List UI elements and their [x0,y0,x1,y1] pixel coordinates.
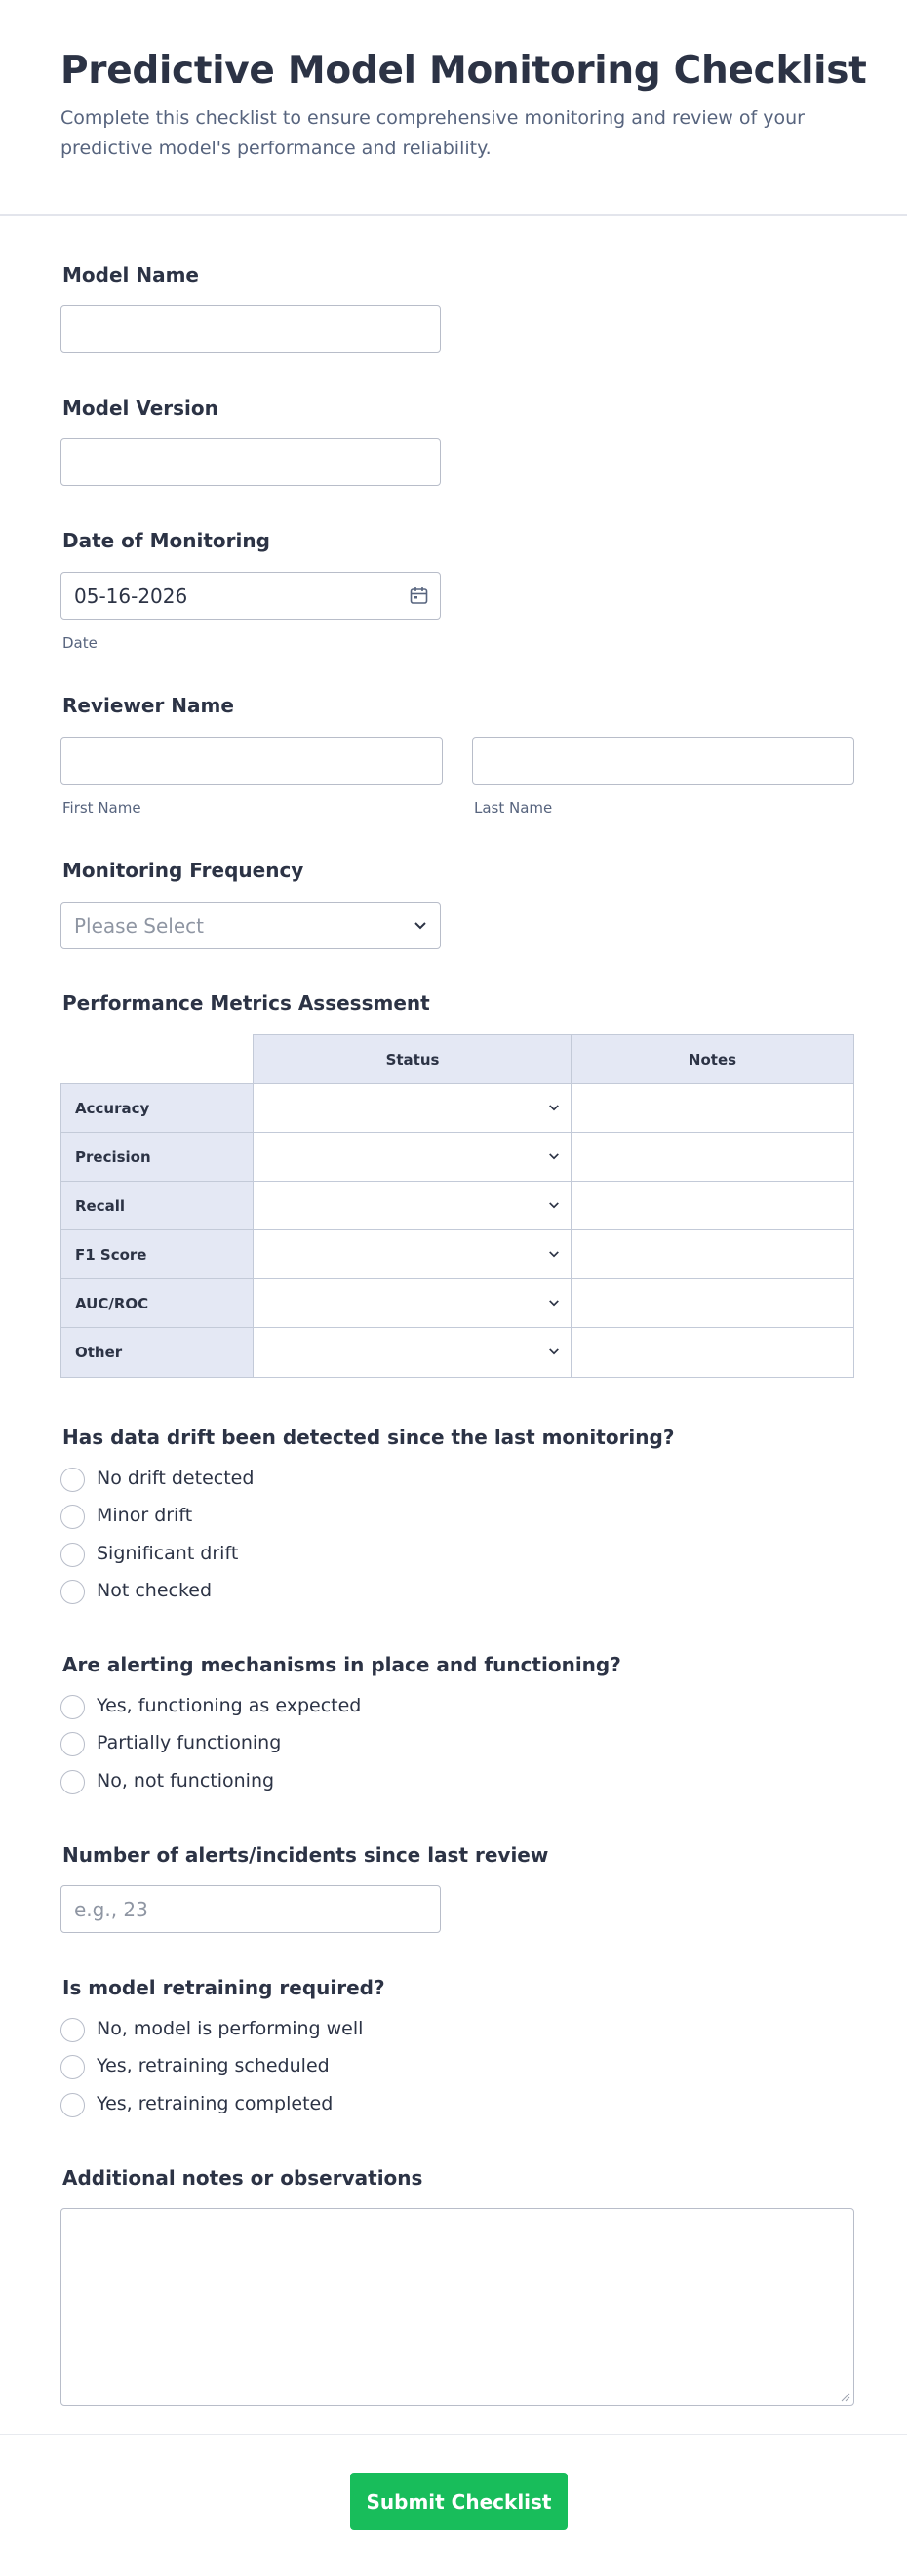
calendar-icon[interactable] [410,586,428,605]
retraining-option-label: No, model is performing well [97,2018,364,2039]
alerting-radio-yes[interactable] [60,1695,85,1719]
status-select-recall[interactable] [253,1181,572,1231]
drift-label: Has data drift been detected since the last monitoring? [62,1426,675,1449]
last-name-sublabel: Last Name [474,799,553,817]
frequency-label: Monitoring Frequency [62,859,304,882]
metrics-label: Performance Metrics Assessment [62,991,430,1015]
resize-grip-icon[interactable] [839,2391,850,2402]
alerting-radio-no[interactable] [60,1770,85,1794]
drift-radio-not-checked[interactable] [60,1580,85,1604]
matrix-header-status: Status [253,1034,572,1085]
model-version-input[interactable] [60,438,441,486]
last-name-input[interactable] [472,737,854,785]
model-name-input[interactable] [60,305,441,353]
date-input[interactable] [60,572,441,620]
chevron-down-icon [548,1104,560,1112]
date-sublabel: Date [62,634,98,652]
reviewer-label: Reviewer Name [62,694,234,717]
retraining-label: Is model retraining required? [62,1976,385,1999]
chevron-down-icon [548,1299,560,1308]
matrix-row-label: AUC/ROC [60,1278,255,1329]
drift-radio-none[interactable] [60,1468,85,1492]
drift-radio-significant[interactable] [60,1543,85,1567]
model-version-label: Model Version [62,396,218,420]
status-select-other[interactable] [253,1327,572,1378]
model-name-label: Model Name [62,263,199,287]
retraining-option-label: Yes, retraining scheduled [97,2055,330,2076]
chevron-down-icon [548,1201,560,1210]
retraining-radio-scheduled[interactable] [60,2055,85,2079]
drift-option-label: Significant drift [97,1543,239,1564]
matrix-row-label: Other [60,1327,255,1378]
chevron-down-icon [548,1250,560,1259]
status-select-auc[interactable] [253,1278,572,1329]
drift-radio-minor[interactable] [60,1505,85,1529]
matrix-header-notes: Notes [571,1034,854,1085]
drift-option-label: Minor drift [97,1505,193,1526]
form-title: Predictive Model Monitoring Checklist [60,49,867,93]
footer-divider [0,2434,907,2435]
matrix-row-label: Recall [60,1181,255,1231]
alerting-option-label: Yes, functioning as expected [97,1695,362,1716]
matrix-row-label: F1 Score [60,1229,255,1280]
alerting-radio-partial[interactable] [60,1732,85,1756]
notes-input-f1[interactable] [571,1229,854,1280]
alerting-option-label: Partially functioning [97,1732,282,1753]
form-subtitle: Complete this checklist to ensure comprehensive monitoring and review of your predictive model's performance and reliability. [60,107,805,159]
retraining-option-label: Yes, retraining completed [97,2093,334,2114]
drift-option-label: No drift detected [97,1468,255,1489]
date-label: Date of Monitoring [62,529,270,552]
form-header [0,0,907,216]
notes-input-precision[interactable] [571,1132,854,1183]
retraining-radio-completed[interactable] [60,2093,85,2117]
alerting-label: Are alerting mechanisms in place and functioning? [62,1653,621,1676]
chevron-down-icon [548,1348,560,1356]
alerts-count-placeholder: e.g., 23 [74,1898,148,1921]
chevron-down-icon [414,921,427,931]
status-select-f1[interactable] [253,1229,572,1280]
matrix-row-label: Accuracy [60,1083,255,1134]
retraining-radio-no[interactable] [60,2018,85,2042]
matrix-row-label: Precision [60,1132,255,1183]
status-select-accuracy[interactable] [253,1083,572,1134]
first-name-input[interactable] [60,737,443,785]
frequency-placeholder: Please Select [74,914,204,938]
chevron-down-icon [548,1152,560,1161]
notes-input-recall[interactable] [571,1181,854,1231]
drift-option-label: Not checked [97,1580,213,1601]
notes-input-other[interactable] [571,1327,854,1378]
notes-input-auc[interactable] [571,1278,854,1329]
notes-textarea[interactable] [60,2208,854,2406]
first-name-sublabel: First Name [62,799,141,817]
alerting-option-label: No, not functioning [97,1770,275,1791]
alerts-count-input[interactable] [60,1885,441,1933]
frequency-select[interactable] [60,902,441,949]
notes-label: Additional notes or observations [62,2166,423,2190]
submit-button[interactable]: Submit Checklist [350,2473,568,2530]
alerts-count-label: Number of alerts/incidents since last review [62,1843,549,1867]
date-value: 05-16-2026 [74,584,188,608]
status-select-precision[interactable] [253,1132,572,1183]
notes-input-accuracy[interactable] [571,1083,854,1134]
